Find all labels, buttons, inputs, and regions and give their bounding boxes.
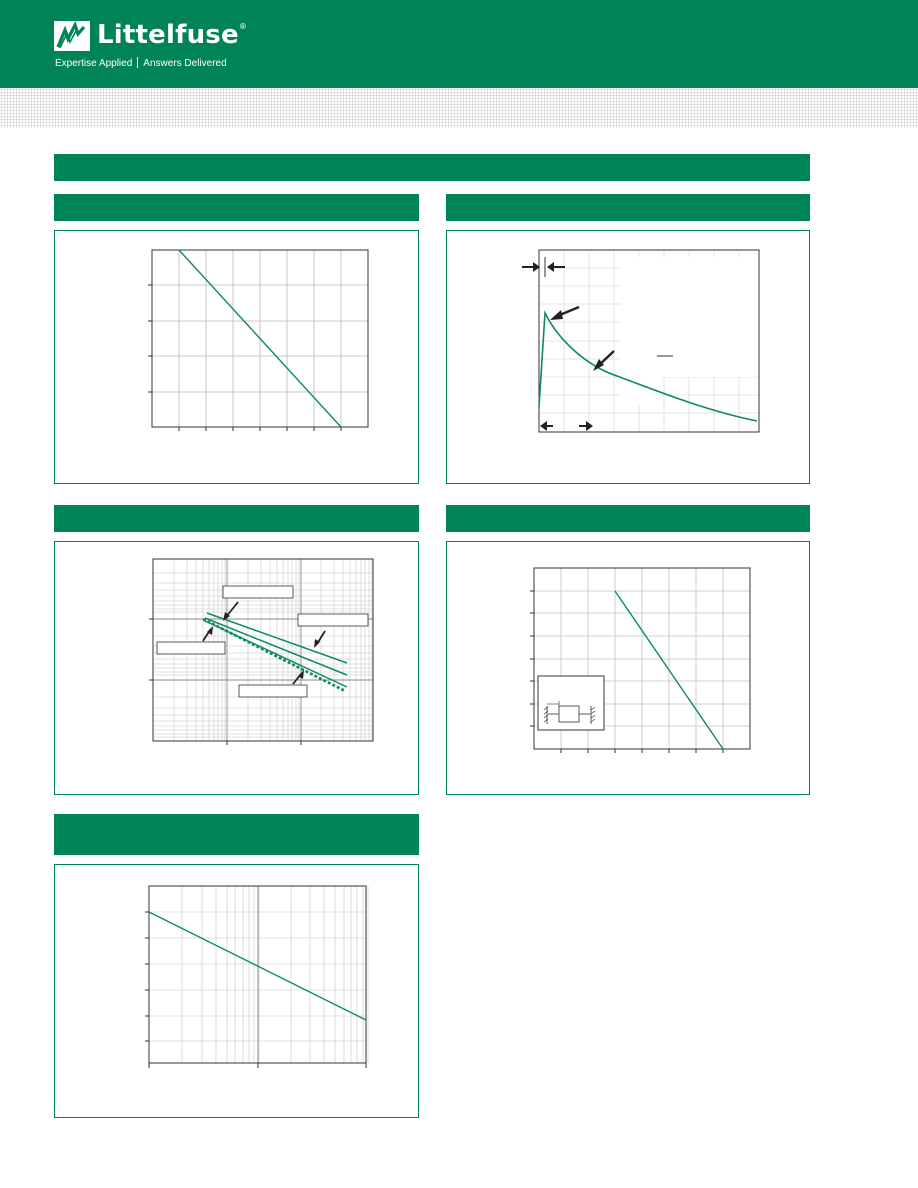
figure5-curve <box>149 912 366 1020</box>
figure4-title-bar <box>446 505 810 532</box>
tagline-left: Expertise Applied <box>55 58 133 69</box>
page-header <box>0 0 918 88</box>
figure2-chart <box>447 231 811 485</box>
figure3-label-box-2 <box>298 614 368 626</box>
tagline <box>55 57 227 69</box>
figure3-label-box-1 <box>223 586 293 598</box>
figure1-title-bar <box>54 194 419 221</box>
figure1-panel <box>54 230 419 484</box>
figure1-chart <box>55 231 420 485</box>
figure5-chart <box>55 865 420 1119</box>
main-section-bar <box>54 154 810 181</box>
dot-pattern-band <box>0 88 918 128</box>
figure3-label-box-3 <box>157 642 225 654</box>
circuit-inset-icon <box>538 676 604 730</box>
figure2-panel <box>446 230 810 484</box>
figure3-label-box-4 <box>239 685 307 697</box>
figure3-chart <box>55 542 420 796</box>
figure3-title-bar <box>54 505 419 532</box>
figure3-panel <box>54 541 419 795</box>
figure3-curve-2 <box>205 618 347 675</box>
littelfuse-logo-icon <box>54 21 90 51</box>
figure4-panel <box>446 541 810 795</box>
figure5-title-bar <box>54 814 419 855</box>
brand-name: Littelfuse® <box>97 20 248 50</box>
tagline-right: Answers Delivered <box>143 58 227 69</box>
figure5-panel <box>54 864 419 1118</box>
figure4-chart <box>447 542 811 796</box>
figure2-title-bar <box>446 194 810 221</box>
